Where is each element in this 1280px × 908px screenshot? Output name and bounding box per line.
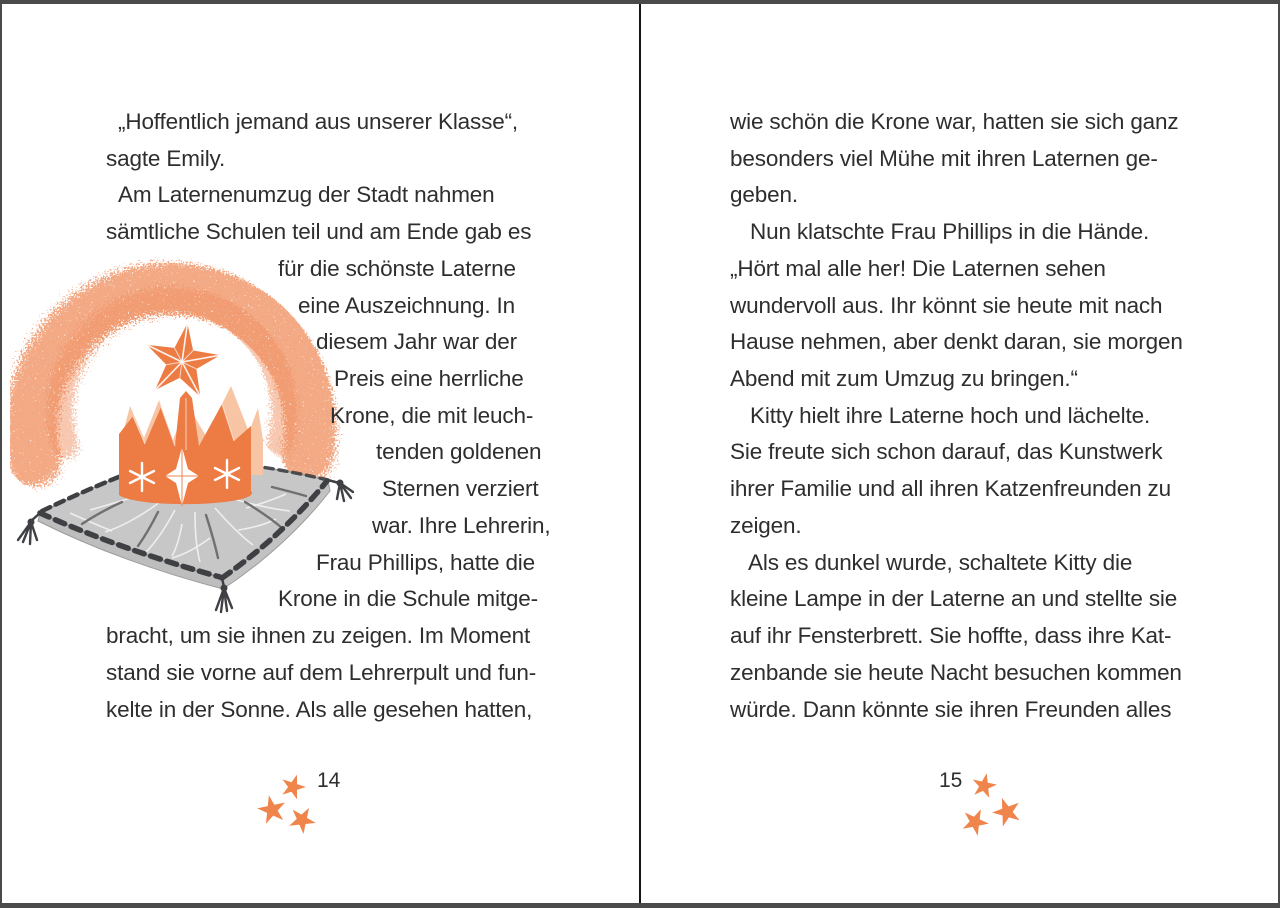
text-line: wundervoll aus. Ihr könnt sie heute mit nach [730,292,1163,318]
text-line: Sternen verziert [382,476,539,502]
text-line: Hause nehmen, aber denkt daran, sie morgen [730,329,1183,355]
text-line: zeigen. [730,512,802,538]
text-line: würde. Dann könnte sie ihren Freunden alles [730,696,1172,722]
text-line: „Hoffentlich jemand aus unserer Klasse“, [118,109,519,134]
left-page-text [106,104,551,728]
text-line: besonders viel Mühe mit ihren Laternen ge- [730,145,1158,171]
footer-stars-decoration [960,762,1032,840]
text-line: Sie freute sich schon darauf, das Kunstwerk [730,439,1163,465]
text-line: stand sie vorne auf dem Lehrerpult und fun- [106,659,537,685]
page-number: 15 [939,769,963,792]
text-line: kleine Lampe in der Laterne an und stellte sie [730,586,1178,612]
star-icon [988,793,1024,828]
text-line: zenbande sie heute Nacht besuchen kommen [730,659,1182,685]
text-line: bracht, um sie ihnen zu zeigen. Im Moment [106,623,531,649]
star-icon [255,792,289,824]
text-line: tenden goldenen [376,439,542,465]
page-number: 14 [317,769,341,792]
text-line: „Hört mal alle her! Die Laternen sehen [730,255,1106,281]
text-line: geben. [730,182,798,208]
text-line: kelte in der Sonne. Als alle gesehen hatten, [106,696,533,722]
text-line: auf ihr Fensterbrett. Sie hoffte, dass ihre Kat- [730,623,1172,649]
text-line: Nun klatschte Frau Phillips in die Hände. [750,219,1150,245]
book-page-left [0,0,639,908]
star-icon [285,801,321,836]
text-line: Krone, die mit leuch- [330,402,534,428]
text-line: diesem Jahr war der [316,329,517,355]
text-line: wie schön die Krone war, hatten sie sich ganz [730,109,1179,134]
text-line: ihrer Familie und all ihren Katzenfreunden zu [730,476,1171,502]
text-line: Krone in die Schule mitge- [278,586,538,612]
text-line: sämtliche Schulen teil und am Ende gab es [106,219,532,245]
text-line: Als es dunkel wurde, schaltete Kitty die [748,549,1133,575]
text-line: war. Ihre Lehrerin, [372,512,551,538]
star-icon [970,771,999,799]
text-line: sagte Emily. [106,145,226,171]
text-line: Preis eine herrliche [334,366,524,392]
text-line: Kitty hielt ihre Laterne hoch und lächelte. [750,402,1151,428]
text-line: für die schönste Laterne [278,255,516,281]
text-line: Abend mit zum Umzug zu bringen.“ [730,366,1078,392]
text-line: Frau Phillips, hatte die [316,549,536,575]
tassel-icon [18,513,40,544]
star-icon [960,804,993,838]
text-line: Am Laternenumzug der Stadt nahmen [118,182,495,208]
footer-stars-decoration [250,762,322,840]
star-icon [278,771,309,801]
right-page-text [730,104,1183,728]
text-line: eine Auszeichnung. In [298,292,516,318]
